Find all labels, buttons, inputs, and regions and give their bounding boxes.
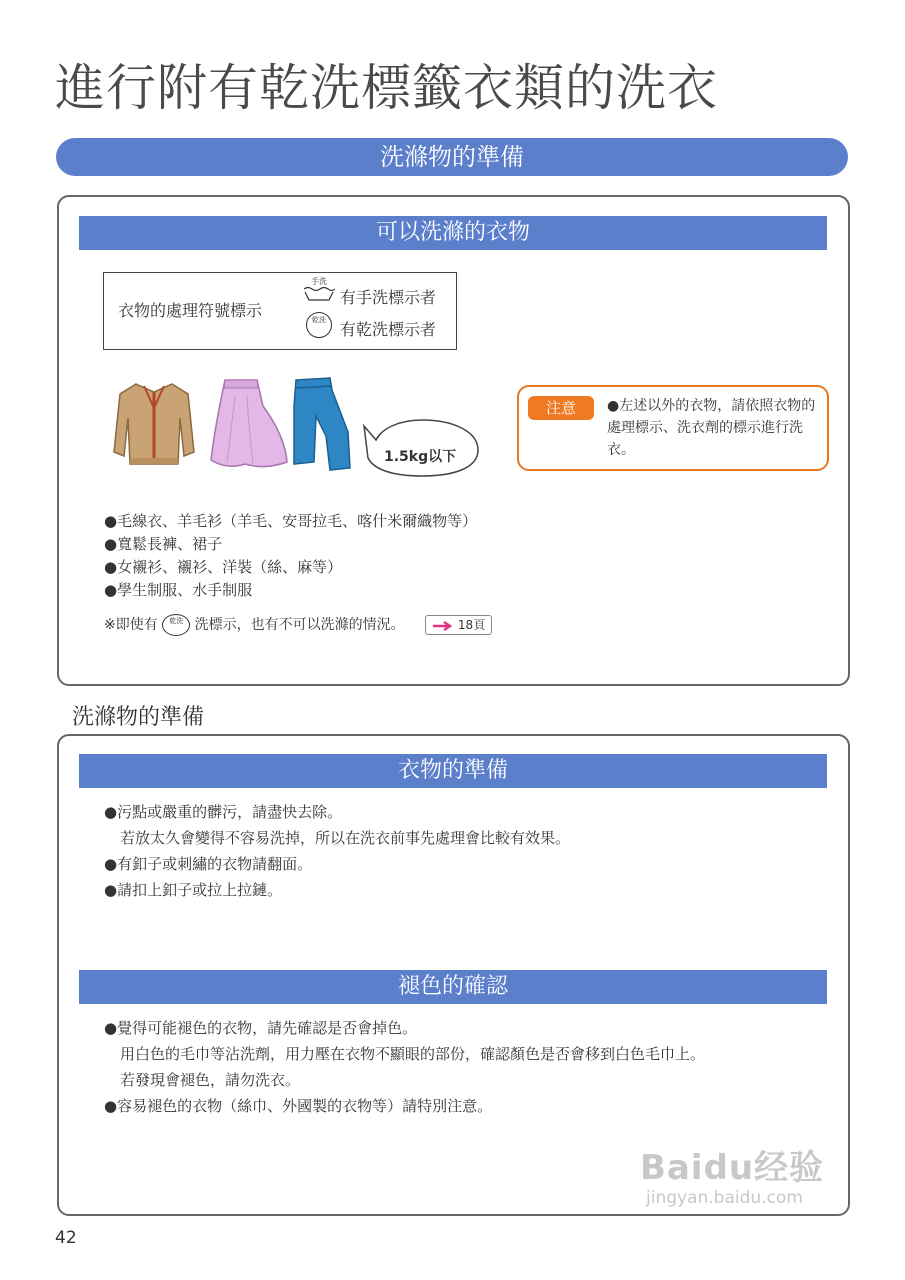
dry-clean-text: 有乾洗標示者 (340, 320, 437, 339)
list-item: ●女襯衫、襯衫、洋裝（絲、麻等） (104, 558, 343, 576)
prep-item-list (104, 801, 570, 902)
list-item-detail: 用白色的毛巾等沾洗劑，用力壓在衣物不顯眼的部份，確認顏色是否會移到白色毛巾上。 (120, 1045, 706, 1063)
watermark-url: jingyan.baidu.com (646, 1188, 803, 1208)
care-symbol-box (103, 272, 457, 350)
list-item: ●覺得可能褪色的衣物，請先確認是否會掉色。 (104, 1019, 418, 1037)
pants-icon (290, 376, 356, 472)
watermark-logo: Baidu经验 (640, 1148, 825, 1188)
list-item: ●寬鬆長褲、裙子 (104, 535, 223, 553)
hand-wash-icon (302, 277, 336, 305)
list-item: ●毛線衣、羊毛衫（羊毛、安哥拉毛、喀什米爾織物等） (104, 512, 478, 530)
list-item: ●污點或嚴重的髒污，請盡快去除。 (104, 803, 343, 821)
footnote-prefix: ※即使有 (104, 617, 158, 633)
list-item: ●有釦子或刺繡的衣物請翻面。 (104, 855, 313, 873)
arrow-right-icon (432, 621, 454, 631)
footnote (104, 614, 492, 636)
caution-text: ●左述以外的衣物，請依照衣物的處理標示、洗衣劑的標示進行洗衣。 (607, 398, 816, 458)
hand-wash-icon-caption: 手洗 (311, 277, 327, 286)
preparation-subheading: 洗滌物的準備 (72, 705, 205, 730)
page-title: 進行附有乾洗標籤衣類的洗衣 (55, 59, 718, 117)
page-reference-text: 18頁 (457, 618, 486, 632)
caution-note (517, 385, 829, 471)
washable-clothes-header: 可以洗滌的衣物 (79, 216, 827, 250)
list-item: ●請扣上釦子或拉上拉鏈。 (104, 881, 283, 899)
list-item-detail: 若發現會褪色，請勿洗衣。 (120, 1071, 301, 1089)
wash-tub-icon (302, 286, 336, 302)
dry-clean-icon (306, 312, 332, 338)
section-pill: 洗滌物的準備 (56, 138, 848, 176)
dry-clean-icon-caption: 乾洗 (169, 617, 184, 625)
footnote-suffix: 洗標示，也有不可以洗滌的情況。 (194, 617, 405, 633)
list-item: ●學生制服、水手制服 (104, 581, 253, 599)
watermark (640, 1148, 824, 1208)
list-item: ●容易褪色的衣物（絲巾、外國製的衣物等）請特別注意。 (104, 1097, 493, 1115)
washable-item-list (104, 510, 477, 602)
fade-check-list (104, 1017, 705, 1118)
skirt-icon (205, 376, 295, 472)
fade-check-header: 褪色的確認 (79, 970, 827, 1004)
clothes-prep-header: 衣物的準備 (79, 754, 827, 788)
weight-limit-text: 1.5kg以下 (384, 449, 457, 465)
care-symbol-label: 衣物的處理符號標示 (118, 301, 263, 320)
page-reference-link[interactable] (425, 615, 492, 635)
caution-badge: 注意 (528, 396, 594, 420)
page-number: 42 (55, 1228, 77, 1248)
dry-clean-icon-caption: 乾洗 (312, 316, 326, 324)
list-item-detail: 若放太久會變得不容易洗掉，所以在洗衣前事先處理會比較有效果。 (120, 829, 571, 847)
dry-clean-icon (162, 614, 190, 636)
hand-wash-text: 有手洗標示者 (340, 288, 437, 307)
cardigan-icon (108, 378, 200, 470)
